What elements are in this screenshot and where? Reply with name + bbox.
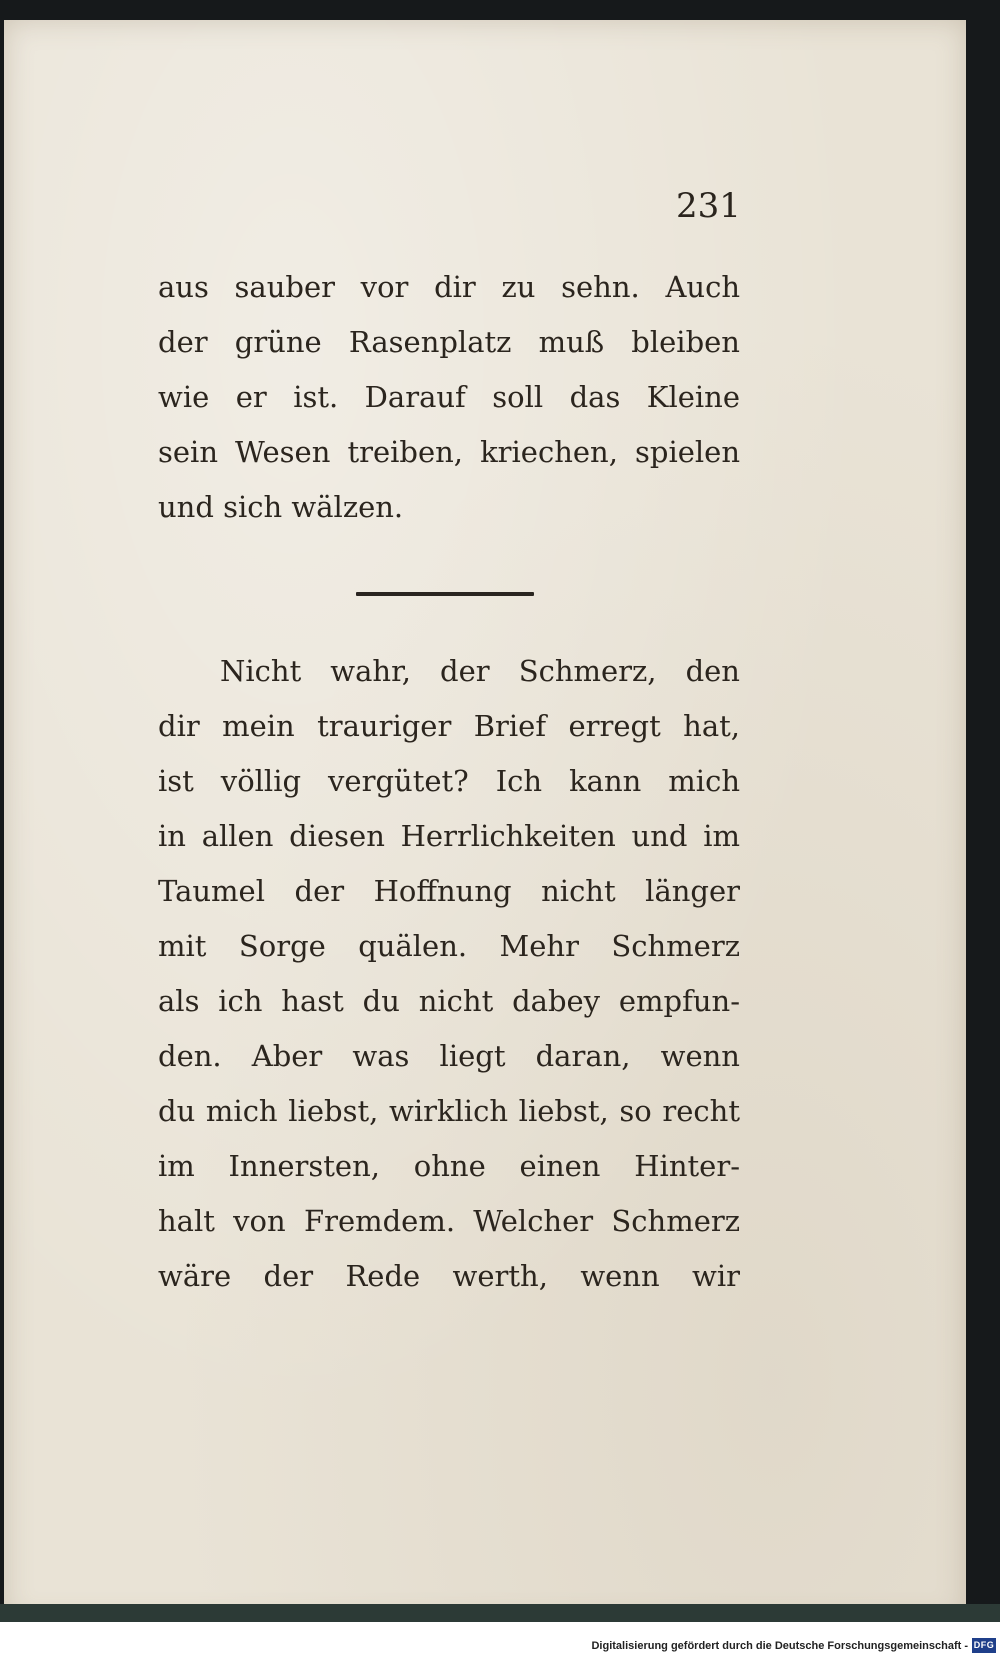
text-line: Taumel der Hoffnung nicht länger (158, 874, 740, 908)
text-line: dir mein trauriger Brief erregt hat, (158, 709, 740, 743)
text-line: wie er ist. Darauf soll das Kleine (158, 380, 740, 414)
text-line: mit Sorge quälen. Mehr Schmerz (158, 929, 740, 963)
paragraph-continuation (158, 260, 740, 535)
section-divider-rule (356, 592, 534, 596)
text-line: der grüne Rasenplatz muß bleiben (158, 325, 740, 359)
text-line: sein Wesen treiben, kriechen, spielen (158, 435, 740, 469)
text-line: in allen diesen Herrlichkeiten und im (158, 819, 740, 853)
text-line: halt von Fremdem. Welcher Schmerz (158, 1204, 740, 1238)
digitization-credit: Digitalisierung gefördert durch die Deutsche Forschungsgemeinschaft - (591, 1640, 968, 1652)
text-line: als ich hast du nicht dabey empfun- (158, 984, 740, 1018)
book-page (4, 20, 966, 1622)
page-number: 231 (676, 186, 741, 226)
text-line: wäre der Rede werth, wenn wir (158, 1259, 740, 1293)
text-line: du mich liebst, wirklich liebst, so recht (158, 1094, 740, 1128)
text-line: und sich wälzen. (158, 490, 404, 524)
paragraph-new-letter (158, 644, 740, 1304)
dfg-logo-icon: DFG (972, 1638, 996, 1653)
text-line: Nicht wahr, der Schmerz, den (220, 654, 740, 688)
text-line: aus sauber vor dir zu sehn. Auch (158, 270, 740, 304)
text-line: ist völlig vergütet? Ich kann mich (158, 764, 740, 798)
book-cover-edge (0, 1604, 1000, 1622)
text-line: im Innersten, ohne einen Hinter- (158, 1149, 740, 1183)
text-line: den. Aber was liegt daran, wenn (158, 1039, 740, 1073)
